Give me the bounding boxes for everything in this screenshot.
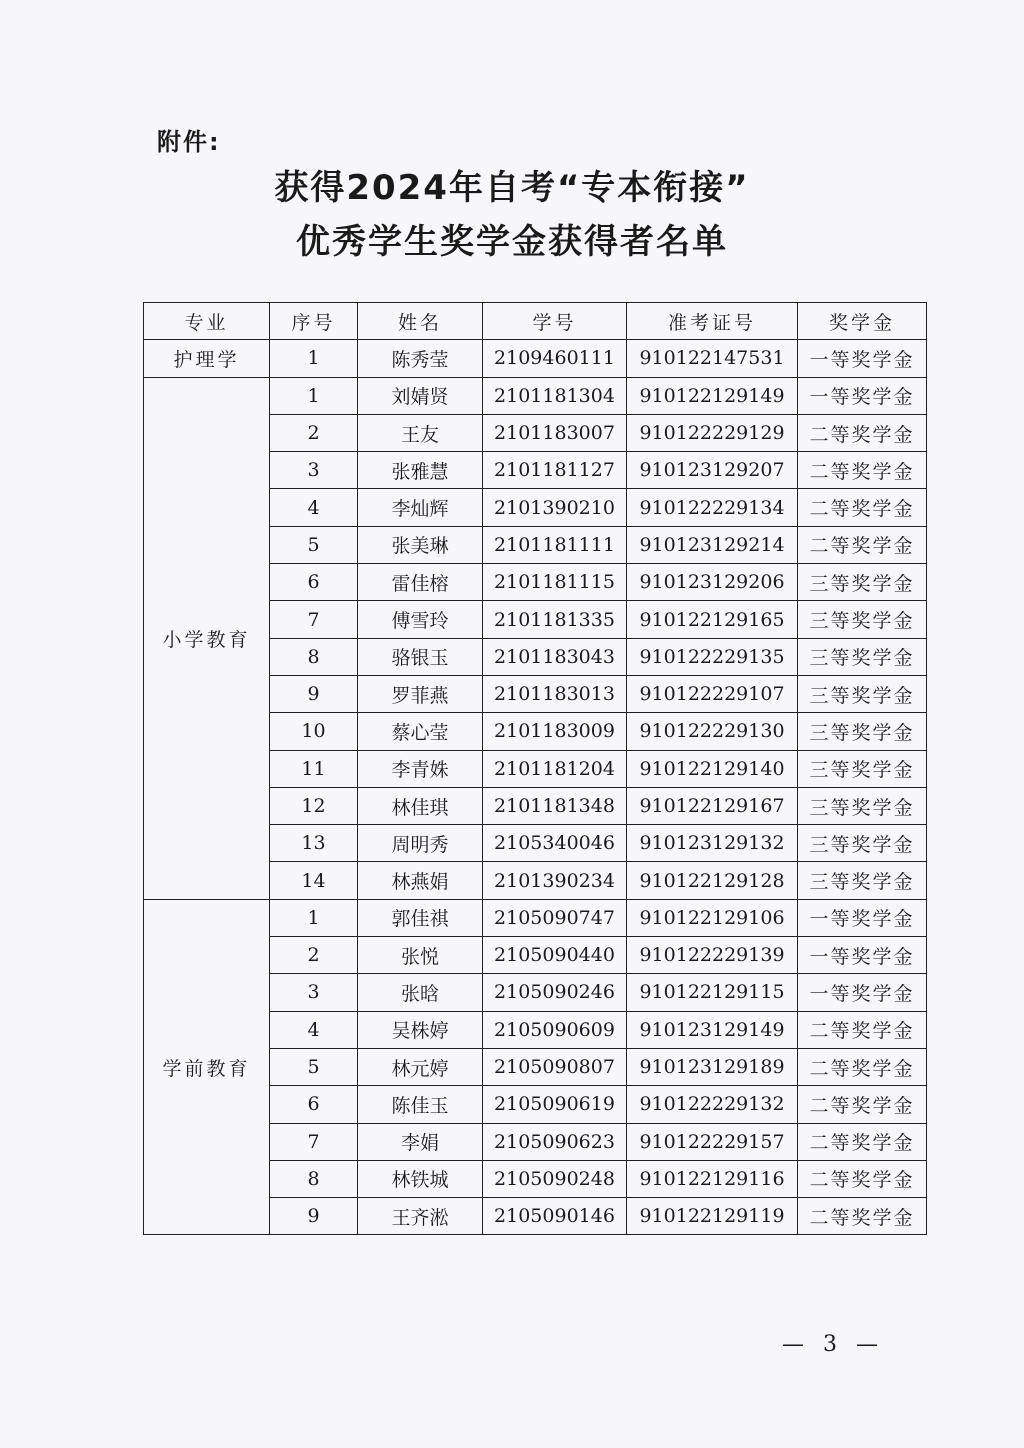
exam-id-cell: 910123129207 (627, 452, 798, 489)
exam-id-cell: 910122129119 (627, 1198, 798, 1235)
table-row (144, 899, 927, 936)
header-seq: 序号 (270, 303, 358, 340)
table-header-row (144, 303, 927, 340)
award-cell: 三等奖学金 (798, 825, 927, 862)
award-cell: 二等奖学金 (798, 1160, 927, 1197)
seq-cell: 13 (270, 825, 358, 862)
header-student-id: 学号 (483, 303, 627, 340)
student-id-cell: 2101181304 (483, 377, 627, 414)
exam-id-cell: 910122229130 (627, 713, 798, 750)
exam-id-cell: 910122229134 (627, 489, 798, 526)
seq-cell: 4 (270, 489, 358, 526)
award-cell: 二等奖学金 (798, 414, 927, 451)
award-cell: 一等奖学金 (798, 937, 927, 974)
award-cell: 二等奖学金 (798, 452, 927, 489)
header-name: 姓名 (358, 303, 483, 340)
seq-cell: 1 (270, 899, 358, 936)
name-cell: 刘婧贤 (358, 377, 483, 414)
student-id-cell: 2105090619 (483, 1086, 627, 1123)
name-cell: 王齐淞 (358, 1198, 483, 1235)
student-id-cell: 2105090248 (483, 1160, 627, 1197)
exam-id-cell: 910122129116 (627, 1160, 798, 1197)
name-cell: 张晗 (358, 974, 483, 1011)
seq-cell: 8 (270, 638, 358, 675)
name-cell: 骆银玉 (358, 638, 483, 675)
name-cell: 雷佳榕 (358, 564, 483, 601)
award-cell: 三等奖学金 (798, 862, 927, 899)
name-cell: 周明秀 (358, 825, 483, 862)
student-id-cell: 2105090609 (483, 1011, 627, 1048)
award-cell: 三等奖学金 (798, 750, 927, 787)
seq-cell: 11 (270, 750, 358, 787)
page-number: — 3 — (782, 1332, 884, 1357)
name-cell: 郭佳祺 (358, 899, 483, 936)
student-id-cell: 2101181348 (483, 787, 627, 824)
student-id-cell: 2101181115 (483, 564, 627, 601)
name-cell: 陈佳玉 (358, 1086, 483, 1123)
student-id-cell: 2101390234 (483, 862, 627, 899)
major-cell: 学前教育 (144, 899, 270, 1235)
exam-id-cell: 910122147531 (627, 340, 798, 377)
name-cell: 李娟 (358, 1123, 483, 1160)
seq-cell: 1 (270, 377, 358, 414)
seq-cell: 7 (270, 1123, 358, 1160)
student-id-cell: 2101181127 (483, 452, 627, 489)
seq-cell: 8 (270, 1160, 358, 1197)
name-cell: 罗菲燕 (358, 675, 483, 712)
exam-id-cell: 910123129149 (627, 1011, 798, 1048)
award-cell: 三等奖学金 (798, 787, 927, 824)
seq-cell: 3 (270, 452, 358, 489)
exam-id-cell: 910122129149 (627, 377, 798, 414)
award-cell: 一等奖学金 (798, 340, 927, 377)
seq-cell: 14 (270, 862, 358, 899)
seq-cell: 7 (270, 601, 358, 638)
exam-id-cell: 910122229139 (627, 937, 798, 974)
student-id-cell: 2105090747 (483, 899, 627, 936)
student-id-cell: 2105340046 (483, 825, 627, 862)
exam-id-cell: 910123129214 (627, 526, 798, 563)
document-title-line-1: 获得2024年自考“专本衔接” (274, 168, 750, 208)
seq-cell: 2 (270, 414, 358, 451)
student-id-cell: 2109460111 (483, 340, 627, 377)
seq-cell: 5 (270, 1048, 358, 1085)
table-row (144, 340, 927, 377)
seq-cell: 2 (270, 937, 358, 974)
award-cell: 一等奖学金 (798, 899, 927, 936)
name-cell: 林元婷 (358, 1048, 483, 1085)
exam-id-cell: 910123129189 (627, 1048, 798, 1085)
student-id-cell: 2105090440 (483, 937, 627, 974)
seq-cell: 9 (270, 675, 358, 712)
award-cell: 三等奖学金 (798, 601, 927, 638)
seq-cell: 4 (270, 1011, 358, 1048)
student-id-cell: 2105090246 (483, 974, 627, 1011)
table-row (144, 377, 927, 414)
award-cell: 三等奖学金 (798, 564, 927, 601)
name-cell: 林佳琪 (358, 787, 483, 824)
award-cell: 三等奖学金 (798, 638, 927, 675)
exam-id-cell: 910122129165 (627, 601, 798, 638)
name-cell: 李青姝 (358, 750, 483, 787)
attachment-label: 附件: (157, 128, 221, 156)
student-id-cell: 2101183009 (483, 713, 627, 750)
table-body (144, 340, 927, 1235)
exam-id-cell: 910122129167 (627, 787, 798, 824)
name-cell: 张美琳 (358, 526, 483, 563)
exam-id-cell: 910122129128 (627, 862, 798, 899)
award-cell: 二等奖学金 (798, 1048, 927, 1085)
student-id-cell: 2101390210 (483, 489, 627, 526)
seq-cell: 6 (270, 564, 358, 601)
student-id-cell: 2105090623 (483, 1123, 627, 1160)
exam-id-cell: 910122229132 (627, 1086, 798, 1123)
seq-cell: 1 (270, 340, 358, 377)
award-cell: 三等奖学金 (798, 675, 927, 712)
seq-cell: 5 (270, 526, 358, 563)
name-cell: 王友 (358, 414, 483, 451)
student-id-cell: 2101181111 (483, 526, 627, 563)
exam-id-cell: 910123129132 (627, 825, 798, 862)
exam-id-cell: 910122229129 (627, 414, 798, 451)
award-cell: 二等奖学金 (798, 1123, 927, 1160)
award-cell: 二等奖学金 (798, 1011, 927, 1048)
name-cell: 张悦 (358, 937, 483, 974)
award-cell: 三等奖学金 (798, 713, 927, 750)
student-id-cell: 2101183007 (483, 414, 627, 451)
seq-cell: 9 (270, 1198, 358, 1235)
exam-id-cell: 910122129115 (627, 974, 798, 1011)
exam-id-cell: 910122129140 (627, 750, 798, 787)
student-id-cell: 2101183013 (483, 675, 627, 712)
header-award: 奖学金 (798, 303, 927, 340)
award-cell: 二等奖学金 (798, 1086, 927, 1123)
major-cell: 护理学 (144, 340, 270, 377)
name-cell: 蔡心莹 (358, 713, 483, 750)
student-id-cell: 2101181335 (483, 601, 627, 638)
document-title-line-2: 优秀学生奖学金获得者名单 (296, 222, 728, 262)
award-cell: 一等奖学金 (798, 377, 927, 414)
exam-id-cell: 910122129106 (627, 899, 798, 936)
award-cell: 二等奖学金 (798, 489, 927, 526)
name-cell: 张雅慧 (358, 452, 483, 489)
student-id-cell: 2105090807 (483, 1048, 627, 1085)
seq-cell: 10 (270, 713, 358, 750)
award-cell: 二等奖学金 (798, 526, 927, 563)
seq-cell: 6 (270, 1086, 358, 1123)
exam-id-cell: 910122229135 (627, 638, 798, 675)
name-cell: 吴株婷 (358, 1011, 483, 1048)
name-cell: 傅雪玲 (358, 601, 483, 638)
scholarship-table (143, 302, 927, 1235)
exam-id-cell: 910122229107 (627, 675, 798, 712)
header-major: 专业 (144, 303, 270, 340)
header-exam-id: 准考证号 (627, 303, 798, 340)
name-cell: 林铁城 (358, 1160, 483, 1197)
award-cell: 一等奖学金 (798, 974, 927, 1011)
name-cell: 李灿辉 (358, 489, 483, 526)
student-id-cell: 2101183043 (483, 638, 627, 675)
award-cell: 二等奖学金 (798, 1198, 927, 1235)
student-id-cell: 2105090146 (483, 1198, 627, 1235)
name-cell: 陈秀莹 (358, 340, 483, 377)
exam-id-cell: 910122229157 (627, 1123, 798, 1160)
major-cell: 小学教育 (144, 377, 270, 899)
name-cell: 林燕娟 (358, 862, 483, 899)
student-id-cell: 2101181204 (483, 750, 627, 787)
exam-id-cell: 910123129206 (627, 564, 798, 601)
seq-cell: 12 (270, 787, 358, 824)
seq-cell: 3 (270, 974, 358, 1011)
